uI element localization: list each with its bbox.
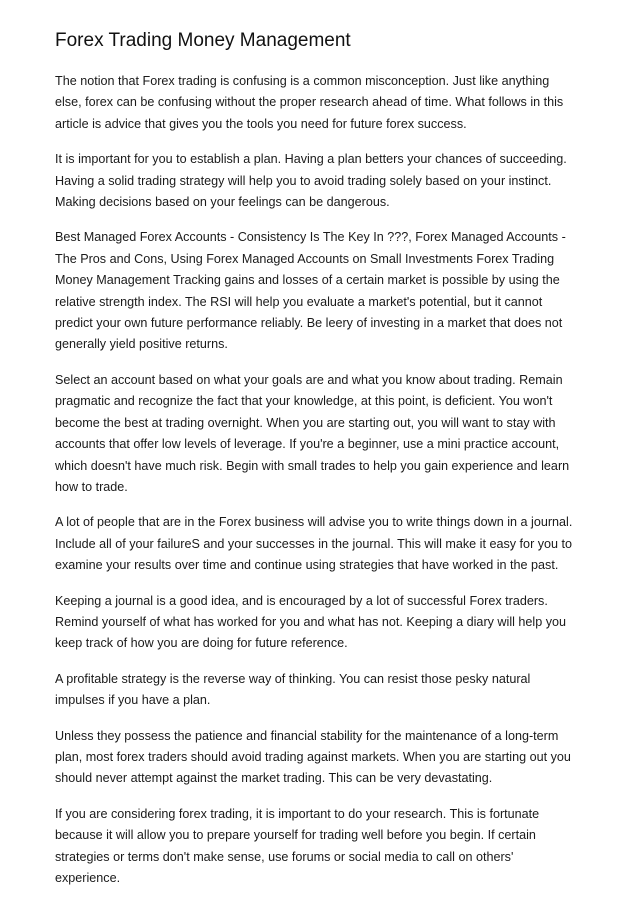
- paragraph-line: Remind yourself of what has worked for you and what has not. Keeping a diary will help you: [55, 614, 567, 629]
- paragraph-line: impulses if you have a plan.: [55, 693, 211, 708]
- body-paragraph: [55, 149, 595, 213]
- paragraph-line: plan, most forex traders should avoid trading against markets. When you are starting out you: [55, 749, 571, 764]
- document-title: Forex Trading Money Management: [55, 30, 351, 51]
- body-paragraph: [55, 726, 595, 790]
- paragraph-line: because it will allow you to prepare yourself for trading well before you begin. If certain: [55, 828, 536, 843]
- document-body: [55, 71, 595, 889]
- document-page: [55, 29, 595, 903]
- paragraph-line: If you are considering forex trading, it is important to do your research. This is fortunate: [55, 806, 540, 821]
- paragraph-line: become the best at trading overnight. When you are starting out, you will want to stay with: [55, 415, 556, 430]
- paragraph-line: A profitable strategy is the reverse way of thinking. You can resist those pesky natural: [55, 671, 531, 686]
- paragraph-line: Include all of your failureS and your successes in the journal. This will make it easy for you to: [55, 536, 573, 551]
- paragraph-line: A lot of people that are in the Forex business will advise you to write things down in a journal.: [55, 515, 573, 530]
- paragraph-line: strategies or terms don't make sense, use forums or social media to call on others': [55, 849, 514, 864]
- paragraph-line: generally yield positive returns.: [55, 337, 228, 352]
- paragraph-line: Best Managed Forex Accounts - Consistency Is The Key In ???, Forex Managed Accounts -: [55, 230, 566, 245]
- paragraph-line: keep track of how you are doing for future reference.: [55, 636, 348, 651]
- paragraph-line: pragmatic and recognize the fact that your knowledge, at this point, is deficient. You won't: [55, 394, 553, 409]
- body-paragraph: [55, 591, 595, 655]
- paragraph-line: else, forex can be confusing without the proper research ahead of time. What follows in this: [55, 95, 564, 110]
- paragraph-line: Keeping a journal is a good idea, and is encouraged by a lot of successful Forex traders.: [55, 593, 548, 608]
- body-paragraph: [55, 669, 595, 712]
- paragraph-line: Unless they possess the patience and financial stability for the maintenance of a long-term: [55, 728, 559, 743]
- paragraph-line: Having a solid trading strategy will help you to avoid trading solely based on your instinct.: [55, 173, 552, 188]
- body-paragraph: [55, 370, 595, 498]
- paragraph-line: which doesn't have much risk. Begin with small trades to help you gain experience and learn: [55, 458, 570, 473]
- paragraph-line: relative strength index. The RSI will help you evaluate a market's potential, but it cannot: [55, 294, 543, 309]
- paragraph-line: The notion that Forex trading is confusing is a common misconception. Just like anything: [55, 74, 550, 88]
- paragraph-line: how to trade.: [55, 479, 128, 494]
- paragraph-line: The Pros and Cons, Using Forex Managed Accounts on Small Investments Forex Trading: [55, 251, 555, 266]
- body-paragraph: [55, 227, 595, 355]
- paragraph-line: Money Management Tracking gains and losses of a certain market is possible by using the: [55, 273, 560, 288]
- paragraph-line: should never attempt against the market trading. This can be very devastating.: [55, 771, 493, 786]
- paragraph-line: accounts that offer low levels of leverage. If you're a beginner, use a mini practice account,: [55, 437, 560, 452]
- paragraph-line: article is advice that gives you the tools you need for future forex success.: [55, 116, 467, 131]
- body-paragraph: [55, 71, 595, 135]
- paragraph-line: predict your own future performance reliably. Be leery of investing in a market that does not: [55, 316, 563, 331]
- paragraph-line: Making decisions based on your feelings can be dangerous.: [55, 195, 390, 210]
- body-paragraph: [55, 804, 595, 890]
- body-paragraph: [55, 512, 595, 576]
- paragraph-line: It is important for you to establish a plan. Having a plan betters your chances of succeeding.: [55, 152, 567, 167]
- paragraph-line: Select an account based on what your goals are and what you know about trading. Remain: [55, 372, 563, 387]
- paragraph-line: experience.: [55, 871, 121, 885]
- paragraph-line: examine your results over time and continue using strategies that have worked in the past.: [55, 558, 559, 573]
